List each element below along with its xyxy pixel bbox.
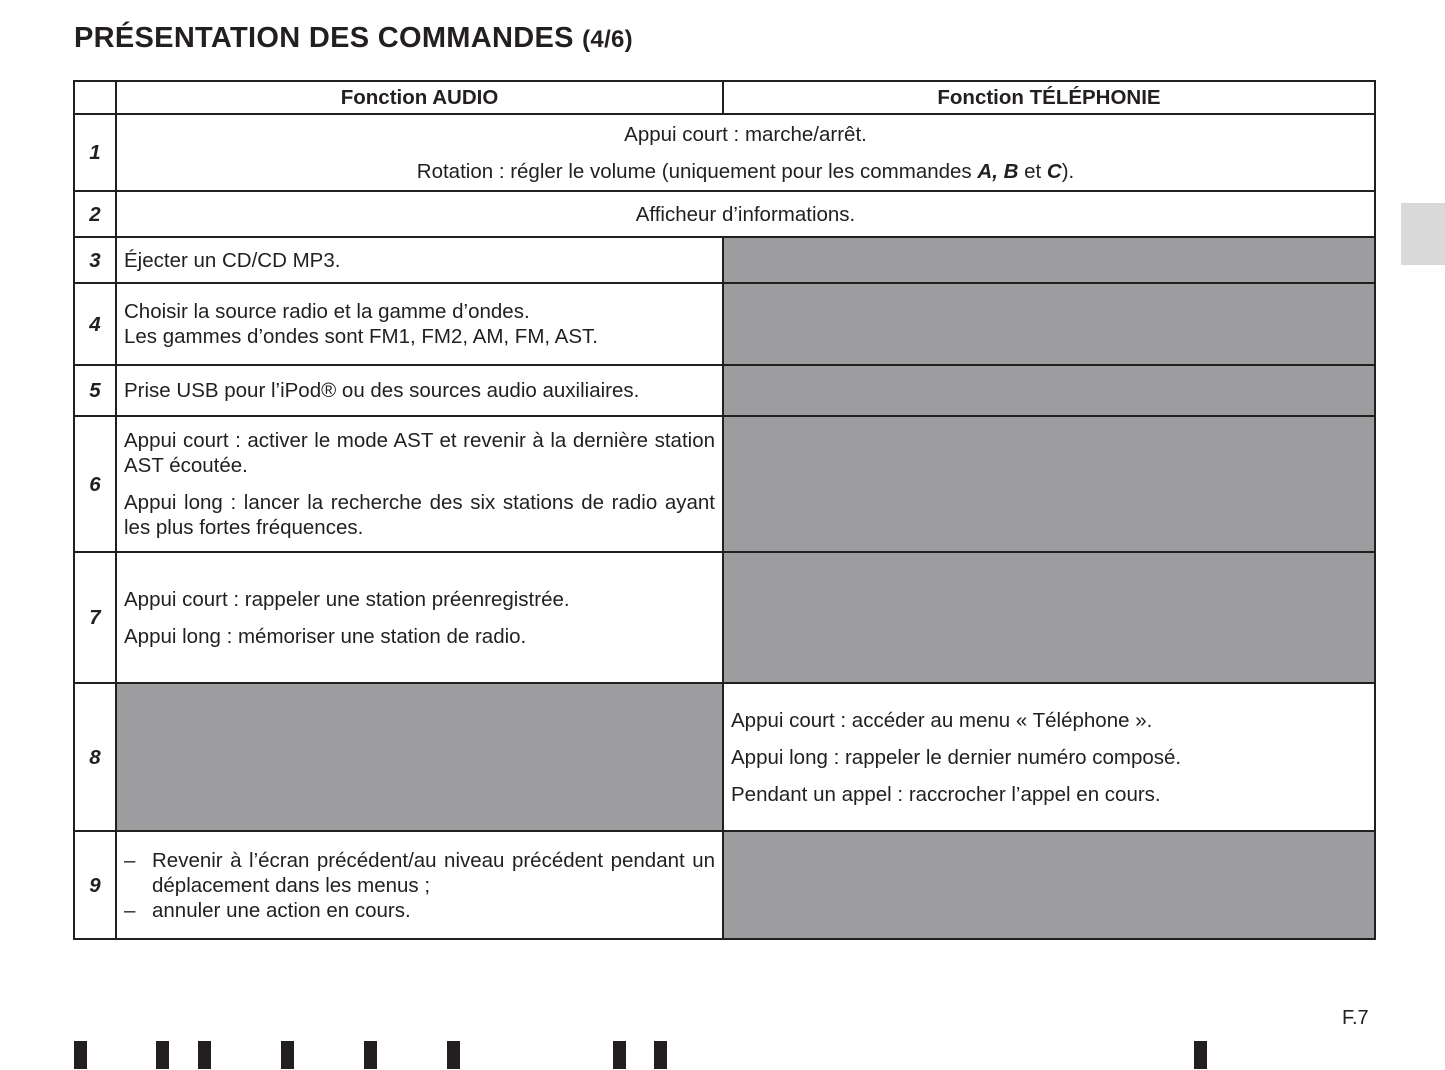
row-number: 7 [74, 552, 116, 683]
row-9-item-1-text: Revenir à l’écran précédent/au niveau précédent pendant un déplacement dans les menus ; [152, 848, 715, 897]
print-mark [447, 1041, 460, 1069]
row-number: 9 [74, 831, 116, 939]
row-9-audio [116, 831, 723, 939]
row-1-text [116, 114, 1375, 191]
row-number: 3 [74, 237, 116, 283]
row-number: 2 [74, 191, 116, 237]
print-mark [198, 1041, 211, 1069]
row-number: 5 [74, 365, 116, 416]
row-6-phone-empty [723, 416, 1375, 552]
table-row [74, 416, 1375, 552]
title-main: PRÉSENTATION DES COMMANDES [74, 22, 574, 54]
table-row [74, 365, 1375, 416]
row-number: 8 [74, 683, 116, 831]
print-mark [156, 1041, 169, 1069]
header-empty-cell [74, 81, 116, 114]
table-row [74, 283, 1375, 365]
row-7-phone-empty [723, 552, 1375, 683]
row-8-phone-line-2: Appui long : rappeler le dernier numéro composé. [731, 745, 1182, 769]
table-row [74, 552, 1375, 683]
print-mark [281, 1041, 294, 1069]
row-6-audio-para-2: Appui long : lancer la recherche des six stations de radio ayant les plus fortes fréquences. [124, 491, 715, 539]
row-4-audio-line-1: Choisir la source radio et la gamme d’ondes. [124, 300, 530, 323]
commands-table [73, 80, 1376, 940]
table-row [74, 191, 1375, 237]
header-audio: Fonction AUDIO [116, 81, 723, 114]
row-4-audio [116, 283, 723, 365]
row-8-phone [723, 683, 1375, 831]
row-4-phone-empty [723, 283, 1375, 365]
title-part: (4/6) [582, 26, 633, 53]
row-3-phone-empty [723, 237, 1375, 283]
row-5-audio: Prise USB pour l’iPod® ou des sources audio auxiliaires. [116, 365, 723, 416]
page-title [74, 22, 633, 55]
dash-bullet: – [124, 898, 136, 922]
dash-bullet: – [124, 848, 136, 872]
row-number: 1 [74, 114, 116, 191]
print-mark [613, 1041, 626, 1069]
row-1-line-2 [124, 159, 1367, 184]
row-9-list-item-2 [124, 898, 715, 923]
print-mark [364, 1041, 377, 1069]
row-3-audio: Éjecter un CD/CD MP3. [116, 237, 723, 283]
print-mark [74, 1041, 87, 1069]
table-row [74, 683, 1375, 831]
row-9-list-item-1 [124, 848, 715, 898]
row-6-audio-para-1: Appui court : activer le mode AST et revenir à la dernière station AST écoutée. [124, 429, 715, 477]
print-mark [654, 1041, 667, 1069]
header-phone: Fonction TÉLÉPHONIE [723, 81, 1375, 114]
row-5-phone-empty [723, 365, 1375, 416]
row-7-audio [116, 552, 723, 683]
row-1-line-2-pre: Rotation : régler le volume (uniquement pour les commandes [416, 159, 978, 183]
row-9-item-2-text: annuler une action en cours. [152, 898, 411, 922]
section-side-tab [1401, 203, 1445, 265]
print-mark [1194, 1041, 1207, 1069]
row-9-phone-empty [723, 831, 1375, 939]
row-1-line-1: Appui court : marche/arrêt. [624, 122, 867, 146]
table-row [74, 237, 1375, 283]
table-row [74, 114, 1375, 191]
row-7-audio-line-1: Appui court : rappeler une station préenregistrée. [124, 587, 570, 611]
row-number: 6 [74, 416, 116, 552]
row-8-audio-empty [116, 683, 723, 831]
row-1-command-c: C [1046, 159, 1062, 183]
page-number: F.7 [1342, 1007, 1369, 1029]
row-2-text: Afficheur d’informations. [116, 191, 1375, 237]
table-row [74, 831, 1375, 939]
row-7-audio-line-2: Appui long : mémoriser une station de radio. [124, 624, 527, 648]
row-1-line-2-post: ). [1061, 159, 1075, 183]
row-8-phone-line-3: Pendant un appel : raccrocher l’appel en cours. [731, 782, 1161, 806]
row-1-line-2-et: et [1018, 159, 1047, 183]
row-4-audio-line-2: Les gammes d’ondes sont FM1, FM2, AM, FM, AST. [124, 325, 598, 348]
row-8-phone-line-1: Appui court : accéder au menu « Téléphone ». [731, 708, 1153, 732]
row-6-audio [116, 416, 723, 552]
table-header-row [74, 81, 1375, 114]
row-1-commands-ab: A, B [977, 159, 1019, 183]
row-number: 4 [74, 283, 116, 365]
